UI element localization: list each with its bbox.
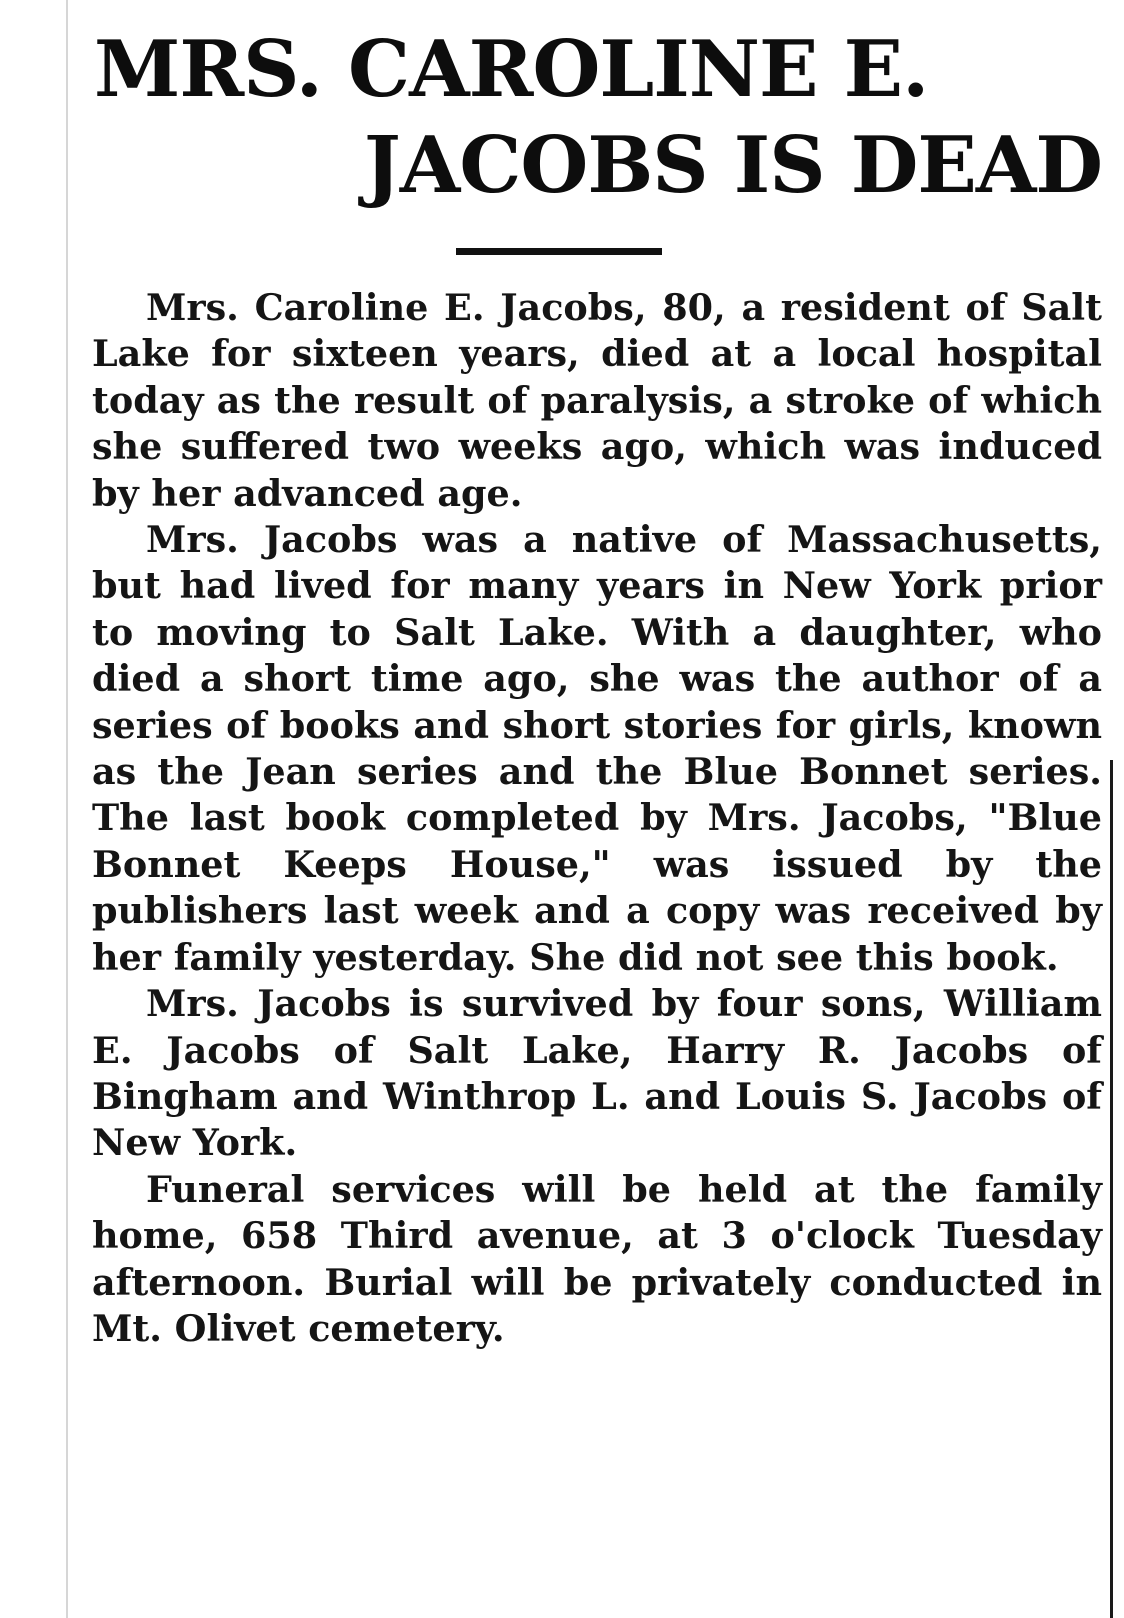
headline-line-1: MRS. CAROLINE E. xyxy=(94,24,929,115)
page-edge-right xyxy=(1110,760,1113,1618)
paragraph-4: Funeral services will be held at the family home, 658 Third avenue, at 3 o'clock Tuesday afternoon. Burial will be privately conducted in Mt. Olivet cemetery. xyxy=(92,1167,1102,1350)
paragraph-1: Mrs. Caroline E. Jacobs, 80, a resident of Salt Lake for sixteen years, died at a local hospital today as the result of paralysis, a stroke of which she suffered two weeks ago, which was induced by her advanced age. xyxy=(92,286,1102,515)
paragraph-2: Mrs. Jacobs was a native of Massachusetts, but had lived for many years in New York prior to moving to Salt Lake. With a daughter, who died a short time ago, she was the author of a series of books and short stories for girls, known as the Jean series and the Blue Bonnet series. The last book completed by Mrs. Jacobs, "Blue Bonnet Keeps House," was issued by the publishers last week and a copy was received by her family yesterday. She did not see this book. xyxy=(92,518,1102,979)
newspaper-clipping xyxy=(92,22,1102,1612)
paragraph-3: Mrs. Jacobs is survived by four sons, William E. Jacobs of Salt Lake, Harry R. Jacobs of Bingham and Winthrop L. and Louis S. Jacobs of New York. xyxy=(92,982,1102,1165)
headline-divider xyxy=(456,248,662,255)
page-edge-left xyxy=(66,0,68,1618)
headline xyxy=(92,22,1102,214)
headline-line-2: JACOBS IS DEAD xyxy=(363,120,1102,211)
article-body xyxy=(92,285,1102,1352)
